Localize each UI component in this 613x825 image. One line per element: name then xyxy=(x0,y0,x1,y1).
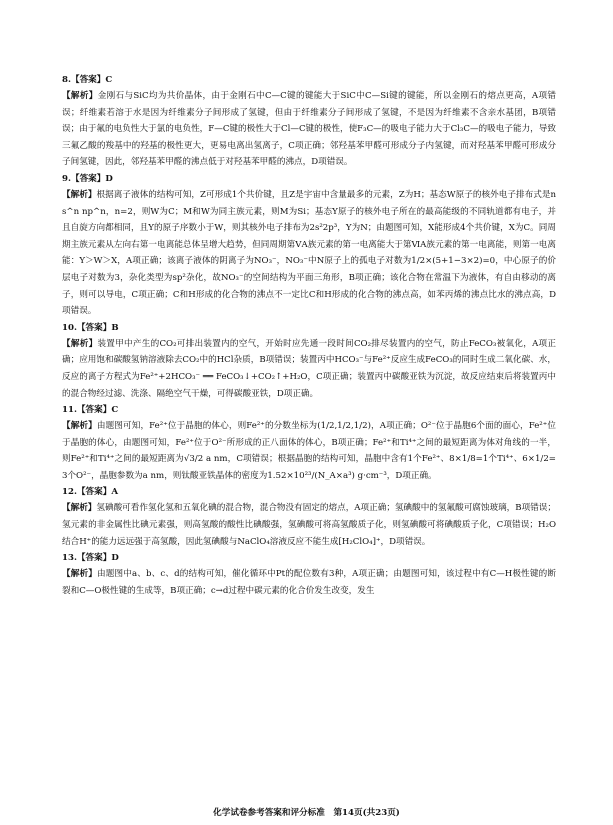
answer-heading: 13.【答案】D xyxy=(62,553,119,564)
document-body xyxy=(62,72,556,599)
analysis-text: 氢碘酸可看作氢化氢和五氧化碘的混合物，混合物没有固定的熔点，A项正确；氢碘酸中的氢氟酸可腐蚀玻璃，B项错误；氢元素的非金属性比碘元素强，则高氢酸的酸性比碘酸强，氢碘酸可将高氢酸质子化，则氢碘酸可将碘酸质子化，C项错误；H₂O结合H⁺的能力远远强于高氢酸，因此氢碘酸与NaClO₄溶液反应不能生成[H₂ClO₄]⁺，D项错误。 xyxy=(62,503,556,547)
answer-heading: 12.【答案】A xyxy=(62,487,118,498)
answer-heading: 8.【答案】C xyxy=(62,75,113,85)
analysis-label: 【解析】 xyxy=(62,91,98,101)
question-10 xyxy=(62,320,556,402)
analysis-text: 金刚石与SiC均为共价晶体，由于金刚石中C—C键的键能大于SiC中C—Si键的键能，所以金刚石的熔点更高，A项错误；纤维素若溶于水是因为纤维素分子间形成了氢键，但由于纤维素分子间形成了氢键，不是因为纤维素不含亲水基团，B项错误；由于氟的电负性大于氯的电负性，F—C键的极性大于Cl—C键的极性，使F₃C—的吸电子能力大于Cl₃C—的吸电子能力，导致三氟乙酸的羧基中的羟基的极性更大，更易电离出氢离子，C项正确；邻羟基苯甲醛可形成分子内氢键，而对羟基苯甲醛可形成分子间氢键，因此，邻羟基苯甲醛的沸点低于对羟基苯甲醛的沸点，D项错误。 xyxy=(62,91,556,168)
question-9 xyxy=(62,171,556,320)
analysis-paragraph xyxy=(62,336,556,402)
analysis-label: 【解析】 xyxy=(62,189,97,200)
question-11 xyxy=(62,402,556,484)
answer-heading: 9.【答案】D xyxy=(62,173,113,184)
analysis-label: 【解析】 xyxy=(62,338,98,349)
analysis-paragraph xyxy=(62,566,556,599)
analysis-text: 由题图中a、b、c、d的结构可知，催化循环中Pt的配位数有3种，A项正确；由题图可知，该过程中有C—H极性键的断裂和C—O极性键的生成等，B项正确；c→d过程中碳元素的化合价发生改变，发生 xyxy=(62,569,556,596)
analysis-label: 【解析】 xyxy=(62,503,97,514)
answer-heading: 11.【答案】C xyxy=(62,405,119,416)
answer-heading: 10.【答案】B xyxy=(62,322,119,333)
analysis-label: 【解析】 xyxy=(62,421,97,432)
analysis-paragraph xyxy=(62,88,556,171)
analysis-text: 装置甲中产生的CO₂可排出装置内的空气，开始时应先通一段时间CO₂排尽装置内的空气，防止FeCO₃被氧化，A项正确；应用饱和碳酸氢钠溶液除去CO₂中的HCl杂质，B项错误；装置丙中HCO₃⁻与Fe²⁺反应生成FeCO₃的同时生成二氧化碳、水，反应的离子方程式为Fe²⁺+2HCO₃⁻ ══ FeCO₃↓+CO₂↑+H₂O，C项正确；装置丙中碳酸亚铁为沉淀，故反应结束后将装置丙中的混合物经过滤、洗涤、隔绝空气干燥，可得碳酸亚铁，D项正确。 xyxy=(62,338,556,399)
analysis-text: 由题图可知，Fe²⁺位于晶胞的体心，则Fe²⁺的分数坐标为(1/2,1/2,1/2)，A项正确；O²⁻位于晶胞6个面的面心，Fe²⁺位于晶胞的体心，由题图可知，Fe²⁺位于O²⁻所形成的正八面体的体心，B项正确；Fe²⁺和Ti⁴⁺之间的最短距离为体对角线的一半，则Fe²⁺和Ti⁴⁺之间的最短距离为√3/2 a nm，C项错误；根据晶胞的结构可知，晶胞中含有1个Fe²⁺、8×1/8=1个Ti⁴⁺、6×1/2=3个O²⁻，晶胞参数为a nm，则钛酸亚铁晶体的密度为1.52×10²³/(N_A×a³) g·cm⁻³，D项正确。 xyxy=(62,421,556,481)
question-13 xyxy=(62,550,556,599)
analysis-paragraph xyxy=(62,187,556,320)
analysis-text: 根据离子液体的结构可知，Z可形成1个共价键，且Z是宇宙中含量最多的元素，Z为H；基态W原子的核外电子排布式是ns^n np^n，n=2，则W为C；M和W为同主族元素，则M为Si；基态Y原子的核外电子所在的最高能级的不同轨道都有电子，并且自旋方向都相同，且Y的原子序数小于W，则其核外电子排布为2s²2p³，Y为N；由题图可知，X能形成4个共价键，X为C。同周期主族元素从左向右第一电离能总体呈增大趋势，但同周期第ⅤA族元素的第一电离能大于第ⅥA族元素的第一电离能，则第一电离能：Y＞W＞X，A项正确；该离子液体的阴离子为NO₃⁻，NO₃⁻中N原子上的孤电子对数为1/2×(5+1−3×2)=0，中心原子的价层电子对数为3，杂化类型为sp²杂化，故NO₃⁻的空间结构为平面三角形，B项正确；该化合物在常温下为液体，有自由移动的离子，则可以导电，C项正确；C和H形成的化合物的沸点不一定比C和H形成的化合物的沸点高，如苯丙烯的沸点比水的沸点高，D项错误。 xyxy=(62,189,556,317)
analysis-label: 【解析】 xyxy=(62,569,97,580)
analysis-paragraph xyxy=(62,500,556,550)
analysis-paragraph xyxy=(62,418,556,484)
question-12 xyxy=(62,484,556,550)
page-footer: 化学试卷参考答案和评分标准 第14页(共23页) xyxy=(213,808,400,818)
question-8 xyxy=(62,72,556,171)
